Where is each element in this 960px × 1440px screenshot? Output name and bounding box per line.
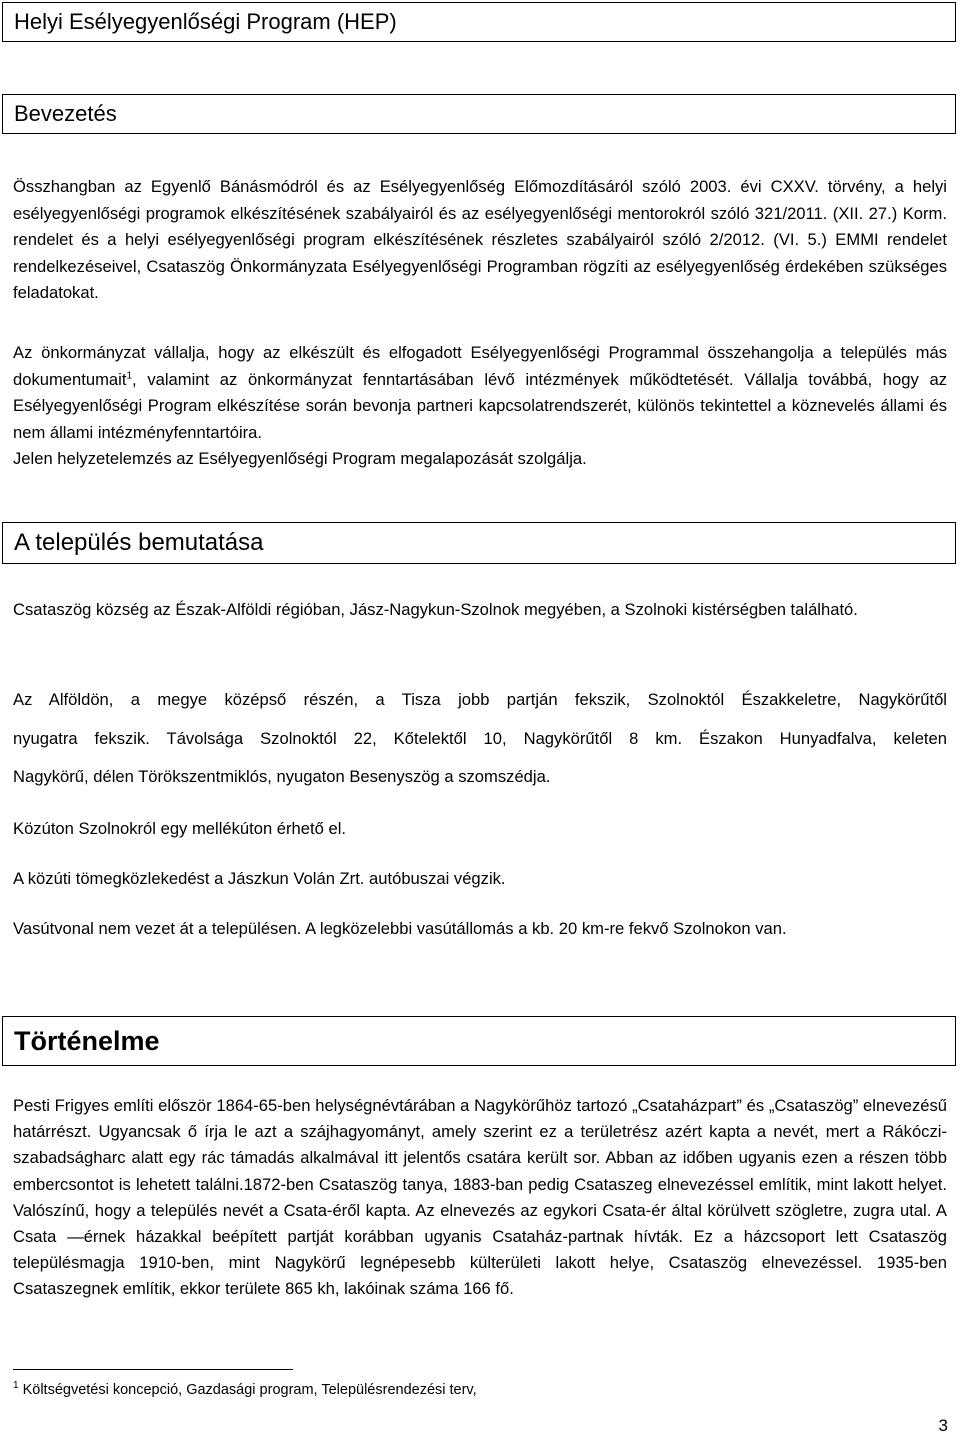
town-paragraph-4: A közúti tömegközlekedést a Jászkun Volán Zrt. autóbuszai végzik. [13, 869, 506, 888]
footnote-mark: 1 [13, 1380, 19, 1392]
town-paragraph-2-line-3: Nagykörű, délen Törökszentmiklós, nyugaton Besenyszög a szomszédja. [13, 767, 551, 786]
section-heading-intro [2, 94, 956, 134]
page-number: 3 [938, 1416, 948, 1435]
footnote [13, 1382, 477, 1398]
footnote-text: Költségvetési koncepció, Gazdasági program, Településrendezési terv, [18, 1382, 477, 1398]
history-paragraph-1: Pesti Frigyes említi először 1864-65-ben helységnévtárában a Nagykörűhöz tartozó „Csataházpart” és „Csataszög” elnevezésű határrészt. Ugyancsak ő írja le azt a szájhagyományt, amely szerint ez a területrész azért kapta a nevét, mert a Rákóczi-szabadságharc alatt egy rác támadás alkalmával itt jelentős csatára került sor. Abban az időben ugyanis ezen a részen több embercsontot is lehetett találni.1872-ben Csataszög tanya, 1883-ban pedig Csataszeg elnevezéssel említik, mint lakott helyet. Valószínű, hogy a település nevét a Csata-éről kapta. Az elnevezés az egykori Csata-ér által körülvett szögletre, zugra utal. A Csata —érnek házakkal beépített partját korábban ugyanis Csataház-partnak hívták. Ez a házcsoport lett Csataszög településmagja 1910-ben, mint Nagykörű legnépesebb külterületi lakott helye, Csataszög elnevezéssel. 1935-ben Csataszegnek említik, ekkor területe 865 kh, lakóinak száma 166 fő. [13, 1096, 947, 1299]
town-paragraph-2-line-1: Az Alföldön, a megye középső részén, a Tisza jobb partján fekszik, Szolnoktól Északkeletre, Nagykörűtől [13, 690, 947, 709]
intro-paragraph-3: Jelen helyzetelemzés az Esélyegyenlőségi Program megalapozását szolgálja. [13, 449, 587, 468]
town-paragraph-3: Közúton Szolnokról egy mellékúton érhető el. [13, 819, 346, 838]
town-paragraph-2-line-2: nyugatra fekszik. Távolsága Szolnoktól 22, Kőtelektől 10, Nagykörűtől 8 km. Északon Hunyadfalva, keleten [13, 728, 947, 748]
town-paragraph-5: Vasútvonal nem vezet át a településen. A legközelebbi vasútállomás a kb. 20 km-re fekvő Szolnokon van. [13, 919, 787, 938]
intro-paragraph-1: Összhangban az Egyenlő Bánásmódról és az Esélyegyenlőség Előmozdításáról szóló 2003. évi CXXV. törvény, a helyi esélyegyenlőségi programok elkészítésének szabályairól és az esélyegyenlőségi mentorokról szóló 321/2011. (XII. 27.) Korm. rendelet és a helyi esélyegyenlőségi program elkészítésének részletes szabályairól szóló 2/2012. (VI. 5.) EMMI rendelet rendelkezéseivel, Csataszög Önkormányzata Esélyegyenlőségi Programban rögzíti az esélyegyenlőség érdekében szükséges feladatokat. [13, 177, 947, 302]
town-paragraph-1: Csataszög község az Észak-Alföldi régióban, Jász-Nagykun-Szolnok megyében, a Szolnoki kistérségben található. [13, 600, 858, 619]
section-heading-history-text: Történelme [14, 1025, 160, 1056]
intro-paragraph-2-text-b: , valamint az önkormányzat fenntartásában lévő intézmények működtetését. Vállalja továbbá, hogy az Esélyegyenlőségi Program elkészítése során bevonja partneri kapcsolatrendszerét, különös tekintettel a köznevelés állami és nem állami intézményfenntartóira. [13, 369, 947, 442]
section-heading-town-text: A település bemutatása [14, 529, 264, 556]
town-paragraph-2 [13, 681, 947, 797]
intro-paragraph-2 [13, 340, 947, 446]
document-title [2, 2, 956, 42]
section-heading-intro-text: Bevezetés [14, 101, 117, 126]
document-title-text: Helyi Esélyegyenlőségi Program (HEP) [14, 9, 397, 34]
section-heading-history [2, 1016, 956, 1066]
section-heading-town [2, 522, 956, 564]
footnote-reference: 1 [126, 369, 133, 381]
footnote-separator [13, 1369, 293, 1370]
intro-paragraph-2-text-a: Az önkormányzat vállalja, hogy az elkészült és elfogadott Esélyegyenlőségi Programmal összehangolja a település más dokumentumait [13, 343, 947, 389]
